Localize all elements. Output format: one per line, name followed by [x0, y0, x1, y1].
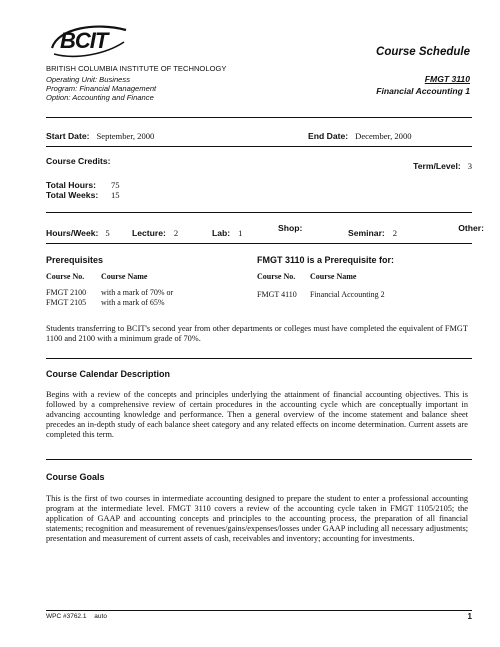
option-line: Option: Accounting and Finance	[46, 93, 154, 102]
rule-calendar	[46, 459, 472, 460]
lecture-hours	[132, 223, 178, 241]
term-level-label: Term/Level:	[413, 161, 461, 171]
seminar-label: Seminar:	[348, 228, 385, 238]
rule-footer	[46, 610, 472, 611]
course-credits-label: Course Credits:	[46, 156, 111, 166]
prereq-row-1-no: FMGT 2100	[46, 288, 87, 297]
doc-title: Course Schedule	[376, 46, 470, 58]
footer-doc-number: WPC #3762.1	[46, 613, 87, 620]
lecture-value: 2	[173, 228, 179, 238]
rule-prereq	[46, 358, 472, 359]
prereq-row-1-name: with a mark of 70% or	[101, 288, 174, 297]
course-code: FMGT 3110	[424, 74, 470, 84]
course-name: Financial Accounting 1	[376, 86, 470, 96]
start-date-label: Start Date:	[46, 131, 90, 141]
hours-week	[46, 223, 110, 241]
prereq-row-2-no: FMGT 2105	[46, 298, 87, 307]
lab-label: Lab:	[212, 228, 231, 238]
program-line: Program: Financial Management	[46, 84, 157, 93]
end-date	[308, 126, 412, 144]
prereq-for-title: FMGT 3110 is a Prerequisite for:	[257, 255, 395, 265]
footer-doc-id	[46, 613, 107, 620]
prereq-col-name: Course Name	[101, 272, 148, 281]
start-date	[46, 126, 154, 144]
prereq-row-2-name: with a mark of 65%	[101, 298, 165, 307]
total-hours-label: Total Hours:	[46, 180, 96, 190]
hours-week-value: 5	[105, 228, 110, 238]
goals-text: This is the first of two courses in intermediate accounting designed to prepare the student to enter a professional accounting program at the intermediate level. FMGT 3110 covers a review of the accounting cycle taken in FMGT 1105/2105; the application of GAAP and accounting concepts and principles to the accounting process, the preparation of all financial statements; recognition and measurement of revenues/gains/expenses/losses under GAAP including all necessary adjustments; presentation and measurement of current assets of cash, receivables and inventory; accounting for investments.	[46, 494, 468, 543]
goals-title: Course Goals	[46, 472, 105, 482]
rule-hours	[46, 243, 472, 244]
rule-top	[46, 117, 472, 118]
lecture-label: Lecture:	[132, 228, 166, 238]
seminar-hours	[348, 223, 397, 241]
other-label: Other:	[458, 223, 484, 233]
prereq-for-row-1-no: FMGT 4110	[257, 290, 297, 299]
institute-name: BRITISH COLUMBIA INSTITUTE OF TECHNOLOGY	[46, 64, 227, 73]
prereq-for-col-name: Course Name	[310, 272, 357, 281]
logo-text: BCIT	[60, 28, 108, 53]
end-date-label: End Date:	[308, 131, 349, 141]
calendar-title: Course Calendar Description	[46, 369, 171, 379]
rule-dates	[46, 146, 472, 147]
shop-label: Shop:	[278, 223, 303, 233]
operating-unit: Operating Unit: Business	[46, 75, 130, 84]
prerequisites-title: Prerequisites	[46, 255, 104, 265]
page-number: 1	[467, 612, 472, 621]
total-weeks-label: Total Weeks:	[46, 190, 99, 200]
prereq-for-row-1-name: Financial Accounting 2	[310, 290, 385, 299]
lab-value: 1	[238, 228, 243, 238]
rule-credits	[46, 212, 472, 213]
end-date-value: December, 2000	[355, 131, 412, 141]
total-weeks-value: 15	[111, 190, 120, 200]
prereq-for-col-no: Course No.	[257, 272, 296, 281]
term-level-value: 3	[467, 161, 472, 171]
total-hours-value: 75	[111, 180, 120, 190]
bcit-logo	[46, 20, 128, 60]
footer-doc-tag: auto	[94, 613, 107, 620]
transfer-note: Students transferring to BCIT's second year from other departments or colleges must have completed the equivalent of FMGT 1100 and 2100 with a minimum grade of 70%.	[46, 324, 468, 343]
calendar-text: Begins with a review of the concepts and principles underlying the attainment of financial accounting objectives. This is followed by a comprehensive review of certain procedures in the accounting cycle which are conceptually important in advancing accounting knowledge and performance. Then a general overview of the income statement and balance sheet precedes an in-depth study of each balance sheet category and any related effects on income determination. Current assets are completed this term.	[46, 390, 468, 439]
start-date-value: September, 2000	[96, 131, 155, 141]
prereq-col-no: Course No.	[46, 272, 85, 281]
term-level	[413, 156, 472, 174]
lab-hours	[212, 223, 242, 241]
seminar-value: 2	[392, 228, 398, 238]
hours-week-label: Hours/Week:	[46, 228, 99, 238]
